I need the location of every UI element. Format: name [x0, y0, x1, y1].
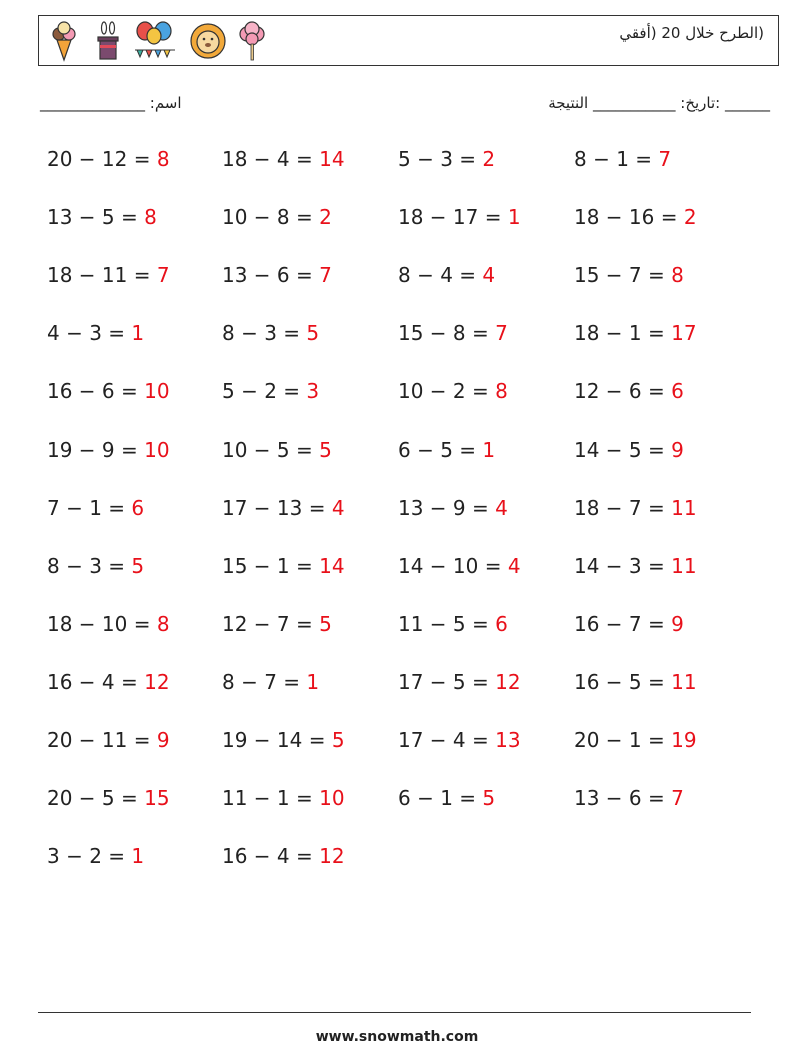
- problem-answer: 5: [331, 728, 345, 752]
- problem-question: 6 − 1 =: [398, 786, 483, 811]
- problem-item: [222, 496, 345, 520]
- problem-answer: 7: [156, 263, 170, 288]
- problem-item: [47, 379, 170, 403]
- problem-item: [398, 612, 508, 636]
- footer-divider: [38, 1012, 751, 1013]
- problem-item: [47, 728, 170, 752]
- problem-item: [222, 379, 319, 403]
- problem-answer: 12: [495, 669, 521, 694]
- problem-question: 5 − 3 =: [398, 147, 483, 171]
- problem-answer: 14: [319, 553, 345, 578]
- problem-question: 20 − 11 =: [47, 728, 157, 752]
- problem-item: [574, 554, 697, 578]
- problem-item: [398, 205, 521, 229]
- problem-answer: 17: [671, 321, 697, 346]
- problem-answer: 5: [131, 553, 145, 578]
- problem-answer: 7: [658, 147, 672, 171]
- problem-answer: 12: [319, 844, 345, 869]
- problem-answer: 7: [671, 786, 684, 811]
- problem-item: [398, 554, 521, 578]
- problem-question: 19 − 14 =: [222, 728, 332, 752]
- problem-item: [574, 670, 697, 694]
- problem-answer: 8: [156, 611, 170, 636]
- problem-item: [47, 438, 170, 462]
- problem-question: 14 − 3 =: [574, 553, 672, 578]
- problem-question: 17 − 13 =: [222, 495, 332, 520]
- problem-item: [222, 205, 332, 229]
- problem-answer: 11: [671, 669, 697, 694]
- problem-item: [47, 496, 144, 520]
- problem-answer: 8: [156, 147, 170, 171]
- problem-item: [222, 612, 332, 636]
- problem-question: 8 − 4 =: [398, 263, 483, 288]
- problem-answer: 6: [131, 495, 145, 520]
- problem-question: 4 − 3 =: [47, 321, 132, 346]
- problem-question: 13 − 6 =: [222, 263, 320, 288]
- balloons-icon: [133, 20, 177, 62]
- problem-question: 3 − 2 =: [47, 844, 132, 869]
- problem-answer: 2: [482, 147, 496, 171]
- problem-item: [222, 844, 345, 868]
- problem-answer: 5: [482, 786, 496, 811]
- problem-question: 18 − 10 =: [47, 611, 157, 636]
- problem-question: 8 − 7 =: [222, 669, 307, 694]
- problem-answer: 19: [671, 728, 697, 752]
- problem-item: [574, 496, 697, 520]
- problem-answer: 2: [683, 205, 697, 230]
- problem-question: 5 − 2 =: [222, 379, 307, 404]
- problem-item: [47, 612, 170, 636]
- problem-answer: 10: [144, 379, 170, 404]
- problem-answer: 6: [495, 611, 508, 636]
- problem-item: [574, 321, 697, 345]
- problem-answer: 5: [319, 437, 332, 462]
- problem-item: [47, 844, 144, 868]
- problem-answer: 8: [495, 379, 508, 404]
- problem-answer: 13: [495, 728, 521, 752]
- problem-question: 18 − 16 =: [574, 205, 684, 230]
- problem-answer: 4: [507, 553, 521, 578]
- problem-answer: 1: [507, 205, 521, 230]
- problem-item: [398, 670, 521, 694]
- problem-question: 16 − 7 =: [574, 611, 672, 636]
- problem-item: [398, 496, 508, 520]
- problem-question: 12 − 7 =: [222, 611, 320, 636]
- problem-question: 14 − 5 =: [574, 437, 672, 462]
- problem-item: [222, 786, 345, 810]
- problem-question: 11 − 5 =: [398, 611, 496, 636]
- problem-question: 16 − 5 =: [574, 669, 672, 694]
- problem-question: 17 − 5 =: [398, 669, 496, 694]
- problem-question: 13 − 6 =: [574, 786, 672, 811]
- problem-question: 13 − 9 =: [398, 495, 496, 520]
- problem-question: 10 − 2 =: [398, 379, 496, 404]
- problem-item: [398, 379, 508, 403]
- ice-cream-icon: [49, 20, 79, 62]
- problem-item: [47, 786, 170, 810]
- problem-item: [222, 728, 345, 752]
- problem-item: [222, 438, 332, 462]
- problem-item: [47, 147, 170, 171]
- problem-item: [574, 728, 697, 752]
- problem-answer: 7: [495, 321, 508, 346]
- problem-answer: 10: [144, 437, 170, 462]
- problem-question: 8 − 3 =: [47, 553, 132, 578]
- problem-question: 7 − 1 =: [47, 495, 132, 520]
- header-box: [38, 15, 779, 66]
- problem-item: [47, 554, 144, 578]
- problem-item: [222, 263, 332, 287]
- problem-item: [222, 321, 319, 345]
- problem-question: 17 − 4 =: [398, 728, 496, 752]
- problem-answer: 1: [482, 437, 496, 462]
- problem-item: [398, 147, 495, 171]
- problem-answer: 6: [671, 379, 684, 404]
- problem-answer: 1: [306, 669, 320, 694]
- problem-question: 18 − 4 =: [222, 147, 320, 171]
- problem-item: [222, 554, 345, 578]
- problem-item: [398, 786, 495, 810]
- problem-question: 15 − 7 =: [574, 263, 672, 288]
- problem-question: 16 − 6 =: [47, 379, 145, 404]
- problem-answer: 15: [144, 786, 170, 811]
- date-score-field: ______ :تاريخ: ___________ النتيجة: [548, 94, 770, 112]
- problem-item: [574, 205, 697, 229]
- problem-question: 15 − 8 =: [398, 321, 496, 346]
- problem-item: [574, 147, 671, 171]
- problem-answer: 4: [482, 263, 496, 288]
- problem-question: 8 − 3 =: [222, 321, 307, 346]
- problem-question: 8 − 1 =: [574, 147, 659, 171]
- problem-item: [47, 205, 157, 229]
- problem-question: 13 − 5 =: [47, 205, 145, 230]
- problem-answer: 8: [144, 205, 157, 230]
- problem-answer: 9: [156, 728, 170, 752]
- problem-question: 15 − 1 =: [222, 553, 320, 578]
- problem-answer: 1: [131, 321, 145, 346]
- problem-answer: 2: [319, 205, 332, 230]
- problem-item: [574, 786, 684, 810]
- problem-answer: 4: [495, 495, 508, 520]
- problem-question: 10 − 5 =: [222, 437, 320, 462]
- problem-question: 18 − 17 =: [398, 205, 508, 230]
- problem-item: [47, 321, 144, 345]
- cotton-candy-icon: [237, 20, 267, 62]
- problem-answer: 10: [319, 786, 345, 811]
- problem-answer: 12: [144, 669, 170, 694]
- problem-item: [398, 321, 508, 345]
- problem-answer: 9: [671, 437, 684, 462]
- problem-item: [222, 147, 345, 171]
- problem-answer: 1: [131, 844, 145, 869]
- footer-url: www.snowmath.com: [315, 1029, 479, 1045]
- problem-item: [574, 263, 684, 287]
- problem-question: 16 − 4 =: [222, 844, 320, 869]
- problem-item: [47, 670, 170, 694]
- problem-item: [398, 263, 495, 287]
- worksheet-title: (الطرح خلال 20 (أفقي: [619, 24, 764, 42]
- problem-answer: 5: [306, 321, 320, 346]
- magic-hat-icon: [93, 20, 123, 62]
- problem-question: 18 − 7 =: [574, 495, 672, 520]
- problem-item: [398, 728, 521, 752]
- problem-question: 19 − 9 =: [47, 437, 145, 462]
- name-field: اسم: ______________: [40, 94, 182, 112]
- problem-item: [47, 263, 170, 287]
- problem-item: [222, 670, 319, 694]
- problem-item: [398, 438, 495, 462]
- problem-question: 10 − 8 =: [222, 205, 320, 230]
- problem-item: [574, 438, 684, 462]
- lion-icon: [188, 20, 228, 62]
- problem-answer: 14: [319, 147, 345, 171]
- problem-answer: 4: [331, 495, 345, 520]
- problem-question: 14 − 10 =: [398, 553, 508, 578]
- problem-question: 12 − 6 =: [574, 379, 672, 404]
- problem-question: 11 − 1 =: [222, 786, 320, 811]
- problem-question: 16 − 4 =: [47, 669, 145, 694]
- problem-item: [574, 379, 684, 403]
- problem-question: 20 − 5 =: [47, 786, 145, 811]
- problem-question: 18 − 11 =: [47, 263, 157, 288]
- problem-answer: 11: [671, 553, 697, 578]
- problem-question: 20 − 12 =: [47, 147, 157, 171]
- problem-answer: 3: [306, 379, 320, 404]
- problem-item: [574, 612, 684, 636]
- problem-answer: 8: [671, 263, 684, 288]
- problem-question: 6 − 5 =: [398, 437, 483, 462]
- problem-answer: 11: [671, 495, 697, 520]
- problem-question: 20 − 1 =: [574, 728, 672, 752]
- problem-answer: 5: [319, 611, 332, 636]
- problem-question: 18 − 1 =: [574, 321, 672, 346]
- problem-answer: 7: [319, 263, 332, 288]
- problem-answer: 9: [671, 611, 684, 636]
